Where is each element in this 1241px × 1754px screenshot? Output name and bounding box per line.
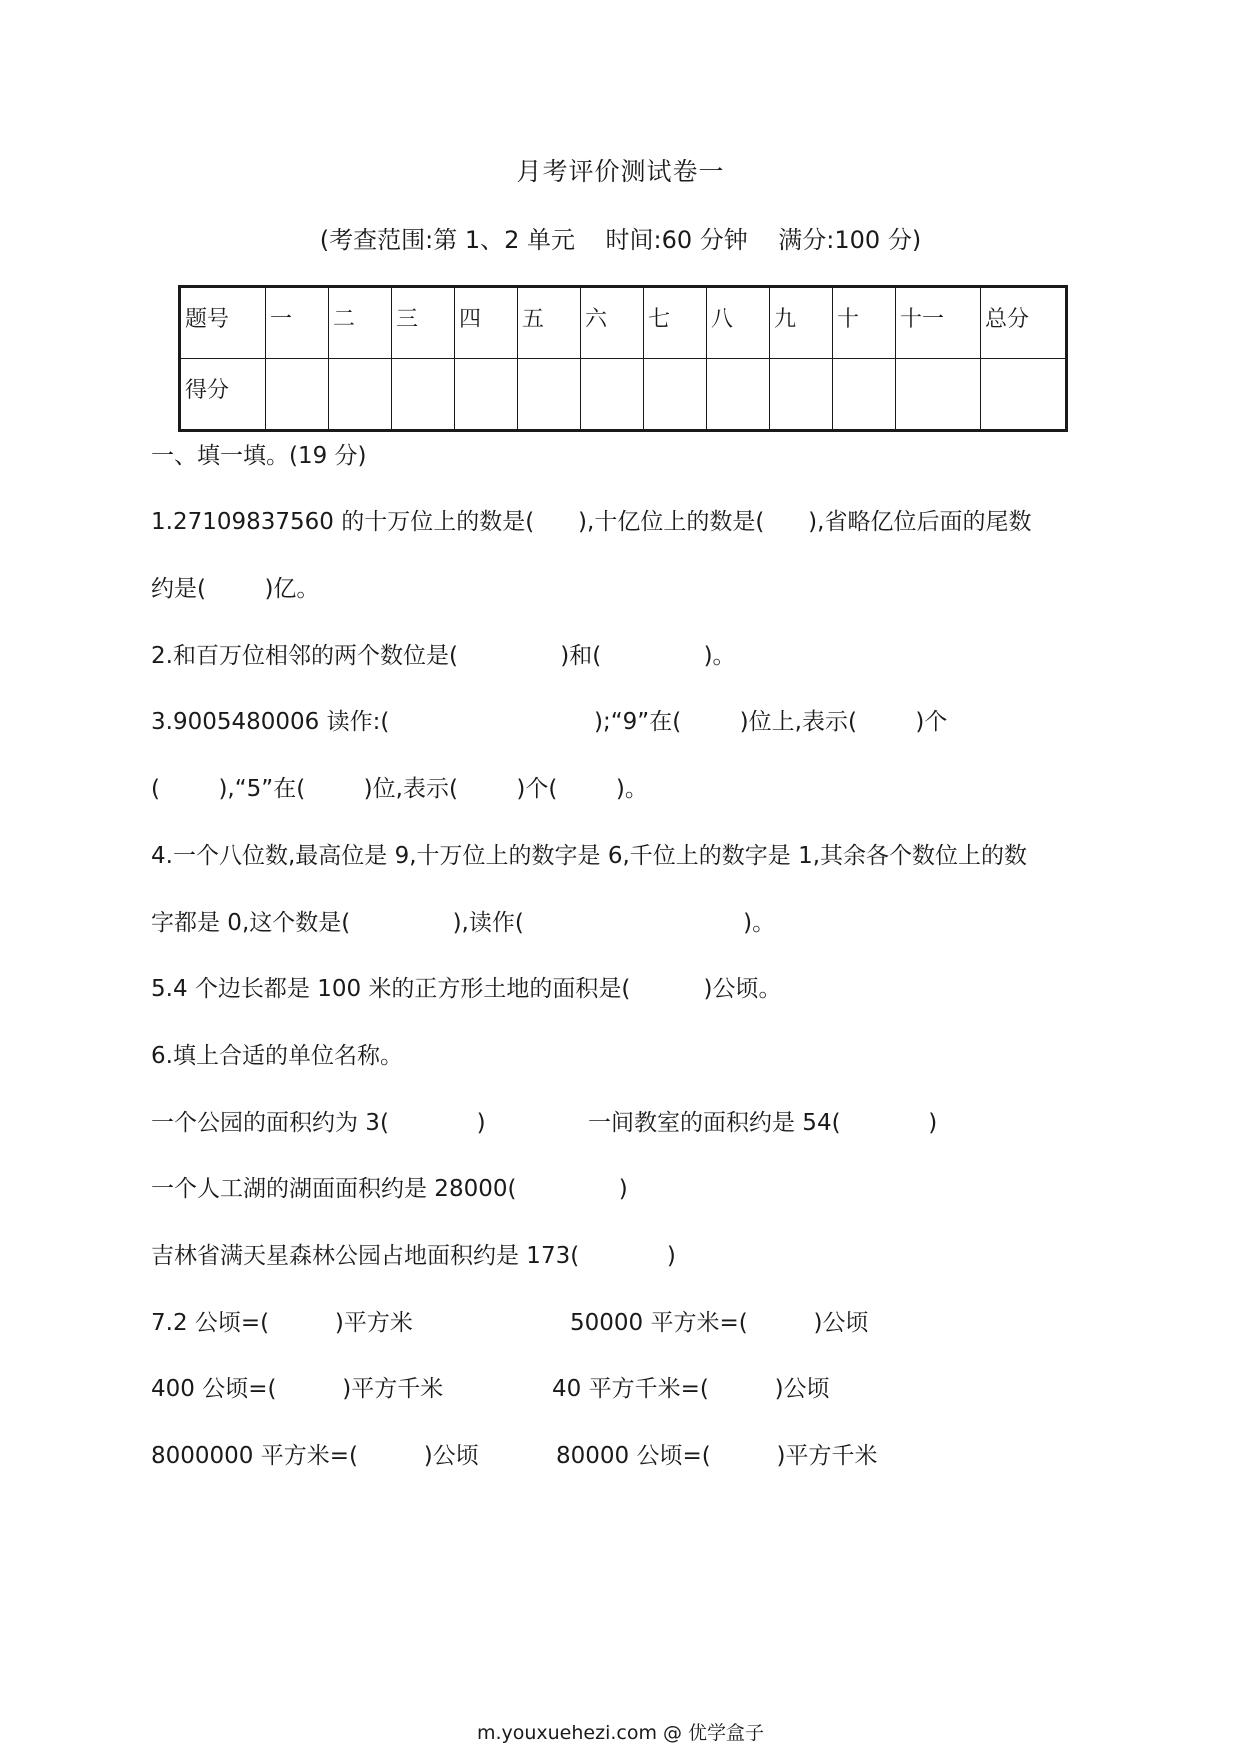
header-cell: 八 xyxy=(707,287,770,359)
question-7-item-e: 8000000 平方米=( )公顷 xyxy=(151,1443,479,1469)
header-cell: 三 xyxy=(392,287,455,359)
score-cell xyxy=(392,359,455,431)
score-row-label: 得分 xyxy=(180,359,266,431)
score-cell xyxy=(896,359,981,431)
score-cell xyxy=(770,359,833,431)
score-cell xyxy=(981,359,1067,431)
score-cell xyxy=(644,359,707,431)
header-cell: 二 xyxy=(329,287,392,359)
question-7-item-b: 50000 平方米=( )公顷 xyxy=(570,1310,869,1336)
question-3-line-1: 3.9005480006 读作:( );“9”在( )位上,表示( )个 xyxy=(151,709,948,735)
header-cell: 五 xyxy=(518,287,581,359)
question-7-item-c: 400 公顷=( )平方千米 xyxy=(151,1376,444,1402)
header-cell: 十一 xyxy=(896,287,981,359)
exam-title: 月考评价测试卷一 xyxy=(516,157,725,186)
exam-subtitle: (考查范围:第 1、2 单元 时间:60 分钟 满分:100 分) xyxy=(319,226,922,254)
header-cell: 总分 xyxy=(981,287,1067,359)
question-6-title: 6.填上合适的单位名称。 xyxy=(151,1043,403,1069)
header-cell: 六 xyxy=(581,287,644,359)
section-heading: 一、填一填。(19 分) xyxy=(151,443,367,469)
score-cell xyxy=(518,359,581,431)
score-cell xyxy=(455,359,518,431)
question-4-line-2: 字都是 0,这个数是( ),读作( )。 xyxy=(151,910,776,936)
question-7-item-f: 80000 公顷=( )平方千米 xyxy=(556,1443,878,1469)
question-7-item-d: 40 平方千米=( )公顷 xyxy=(552,1376,830,1402)
question-1-line-2: 约是( )亿。 xyxy=(151,576,320,602)
question-6-item-c: 一个人工湖的湖面面积约是 28000( ) xyxy=(151,1176,628,1202)
score-cell xyxy=(707,359,770,431)
header-cell: 七 xyxy=(644,287,707,359)
score-cell xyxy=(329,359,392,431)
score-cell xyxy=(581,359,644,431)
header-cell: 一 xyxy=(266,287,329,359)
score-table-score-row xyxy=(180,359,1067,431)
score-table-header-row xyxy=(180,287,1067,359)
header-cell: 四 xyxy=(455,287,518,359)
question-7-item-a: 7.2 公顷=( )平方米 xyxy=(151,1310,413,1336)
question-6-item-a: 一个公园的面积约为 3( ) xyxy=(151,1110,486,1136)
question-6-item-d: 吉林省满天星森林公园占地面积约是 173( ) xyxy=(151,1243,676,1269)
header-cell: 十 xyxy=(833,287,896,359)
score-cell xyxy=(266,359,329,431)
score-cell xyxy=(833,359,896,431)
question-2: 2.和百万位相邻的两个数位是( )和( )。 xyxy=(151,643,736,669)
footer-watermark: m.youxuehezi.com @ 优学盒子 xyxy=(476,1722,765,1744)
header-cell: 题号 xyxy=(180,287,266,359)
question-1-line-1: 1.27109837560 的十万位上的数是( ),十亿位上的数是( ),省略亿位后面的尾数 xyxy=(151,509,1032,535)
question-5: 5.4 个边长都是 100 米的正方形土地的面积是( )公顷。 xyxy=(151,976,782,1002)
question-4-line-1: 4.一个八位数,最高位是 9,十万位上的数字是 6,千位上的数字是 1,其余各个数位上的数 xyxy=(151,843,1028,869)
header-cell: 九 xyxy=(770,287,833,359)
question-6-item-b: 一间教室的面积约是 54( ) xyxy=(588,1110,938,1136)
question-3-line-2: ( ),“5”在( )位,表示( )个( )。 xyxy=(151,776,648,802)
score-table xyxy=(178,285,1068,432)
